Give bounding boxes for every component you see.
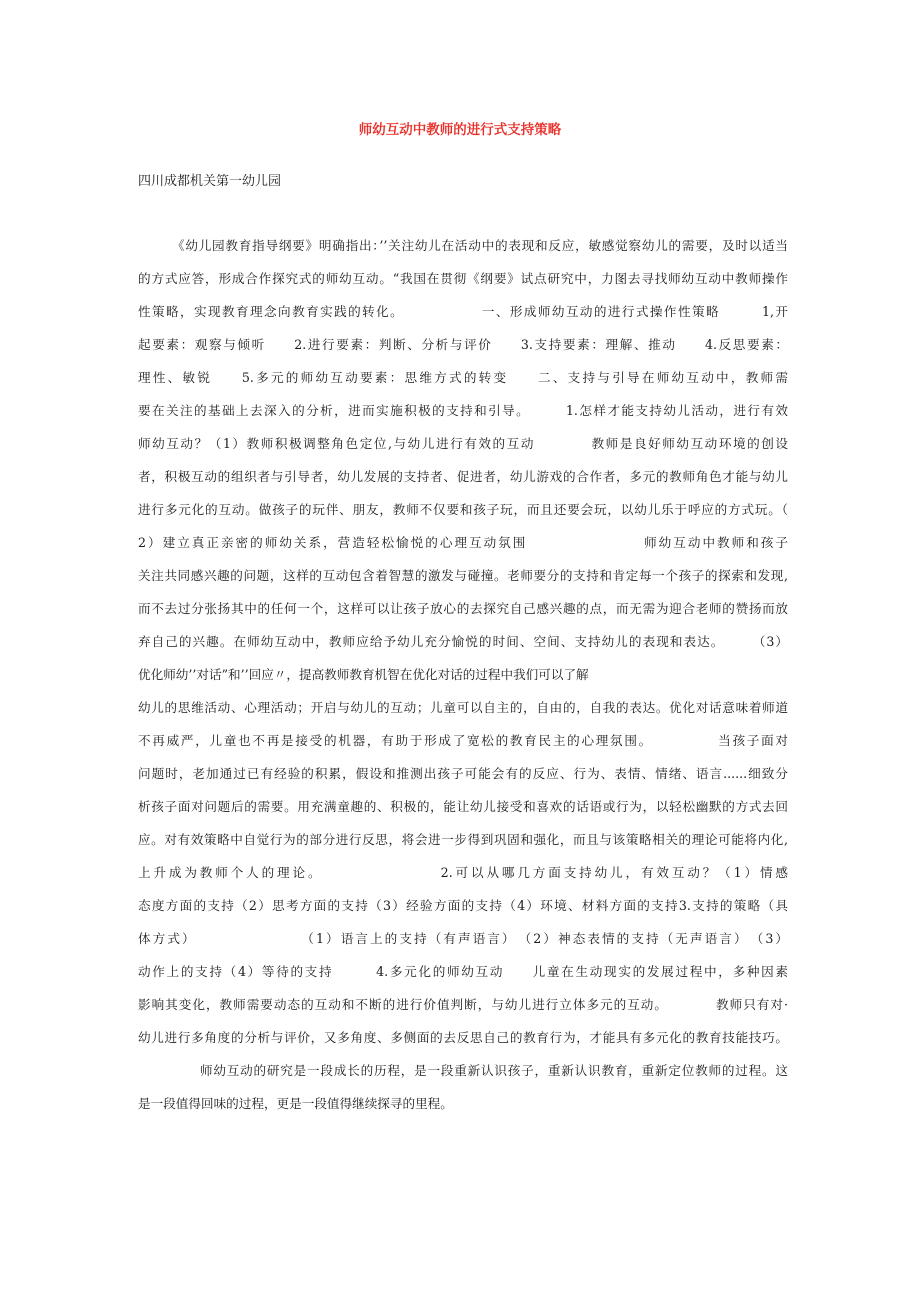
page-title: 师幼互动中教师的进行式支持策略 — [358, 122, 562, 138]
text-line: 幼儿进行多角度的分析与评价，又多角度、多侧面的去反思自己的教育行为，才能具有多元化的教育技能技巧。 — [138, 1030, 788, 1045]
text-line: 起要素：观察与倾听 2.进行要素：判断、分析与评价 3.支持要素：理解、推动 4.反思要素： — [138, 337, 788, 352]
text-line: 问题时，老加通过已有经验的积累，假设和推测出孩子可能会有的反应、行为、表情、情绪、语言......细致分 — [138, 766, 788, 781]
text-line: 要在关注的基础上去深入的分析，进而实施积极的支持和引导。 1.怎样才能支持幼儿活动，进行有效 — [138, 403, 788, 418]
author-organization: 四川成都机关第一幼儿园 — [138, 174, 282, 189]
text-line: 体方式） （1）语言上的支持（有声语言） （2）神态表情的支持（无声语言） （3） — [138, 931, 788, 946]
text-line: 师幼互动？（1）教师积极调整角色定位,与幼儿进行有效的互动 教师是良好师幼互动环境的创设 — [138, 436, 788, 451]
text-line: 性策略，实现教育理念向教育实践的转化。 一、形成师幼互动的进行式操作性策略 1,开 — [138, 304, 788, 319]
text-line: 应。对有效策略中自觉行为的部分进行反思，将会进一步得到巩固和强化，而且与该策略相关的理论可能将内化, — [138, 832, 788, 847]
text-line: 幼儿的思维活动、心理活动；开启与幼儿的互动；儿童可以自主的，自由的，自我的表达。优化对话意味着师道 — [138, 700, 788, 715]
text-line: 《幼儿园教育指导纲要》明确指出：’’关注幼儿在活动中的表现和反应，敏感觉察幼儿的需要，及时以适当 — [172, 238, 788, 253]
text-line: 理性、敏锐 5.多元的师幼互动要素：思维方式的转变 二、支持与引导在师幼互动中，教师需 — [138, 370, 788, 385]
text-line: 态度方面的支持（2）思考方面的支持（3）经验方面的支持（4）环境、材料方面的支持3.支持的策略（具 — [138, 898, 788, 913]
text-line: 析孩子面对问题后的需要。用充满童趣的、积极的，能让幼儿接受和喜欢的话语或行为，以轻松幽默的方式去回 — [138, 799, 788, 814]
text-line: 师幼互动的研究是一段成长的历程，是一段重新认识孩子，重新认识教育，重新定位教师的过程。这 — [200, 1063, 788, 1078]
text-line: 优化师幼’’对话”和’’回应〃，提高教师教育机智在优化对话的过程中我们可以了解 — [138, 667, 589, 682]
text-line: 动作上的支持（4）等待的支持 4.多元化的师幼互动 儿童在生动现实的发展过程中，多种因素 — [138, 964, 788, 979]
text-line: 弃自己的兴趣。在师幼互动中，教师应给予幼儿充分愉悦的时间、空间、支持幼儿的表现和表达。 （3） — [138, 634, 788, 649]
text-line: 是一段值得回味的过程，更是一段值得继续探寻的里程。 — [138, 1096, 453, 1111]
text-line: 者，积极互动的组织者与引导者，幼儿发展的支持者、促进者，幼儿游戏的合作者，多元的教师角色才能与幼儿 — [138, 469, 788, 484]
text-line: 进行多元化的互动。做孩子的玩伴、朋友，教师不仅要和孩子玩，而且还要会玩，以幼儿乐于呼应的方式玩。（ — [138, 502, 788, 517]
text-line: 2）建立真正亲密的师幼关系，营造轻松愉悦的心理互动氛围 师幼互动中教师和孩子 — [138, 535, 788, 550]
text-line: 不再威严，儿童也不再是接受的机器，有助于形成了宽松的教育民主的心理氛围。 当孩子面对 — [138, 733, 788, 748]
text-line: 关注共同感兴趣的问题，这样的互动包含着智慧的激发与碰撞。老师要分的支持和肯定每一个孩子的探索和发现, — [138, 568, 788, 583]
text-line: 影响其变化，教师需要动态的互动和不断的进行价值判断，与幼儿进行立体多元的互动。 教师只有对· — [138, 997, 788, 1012]
text-line: 上升成为教师个人的理论。 2.可以从哪几方面支持幼儿，有效互动？（1）情感 — [138, 865, 788, 880]
text-line: 而不去过分张扬其中的任何一个，这样可以让孩子放心的去探究自己感兴趣的点，而无需为迎合老师的赞扬而放 — [138, 601, 788, 616]
text-line: 的方式应答，形成合作探究式的师幼互动。“我国在贯彻《纲要》试点研究中，力图去寻找师幼互动中教师操作 — [138, 271, 788, 286]
